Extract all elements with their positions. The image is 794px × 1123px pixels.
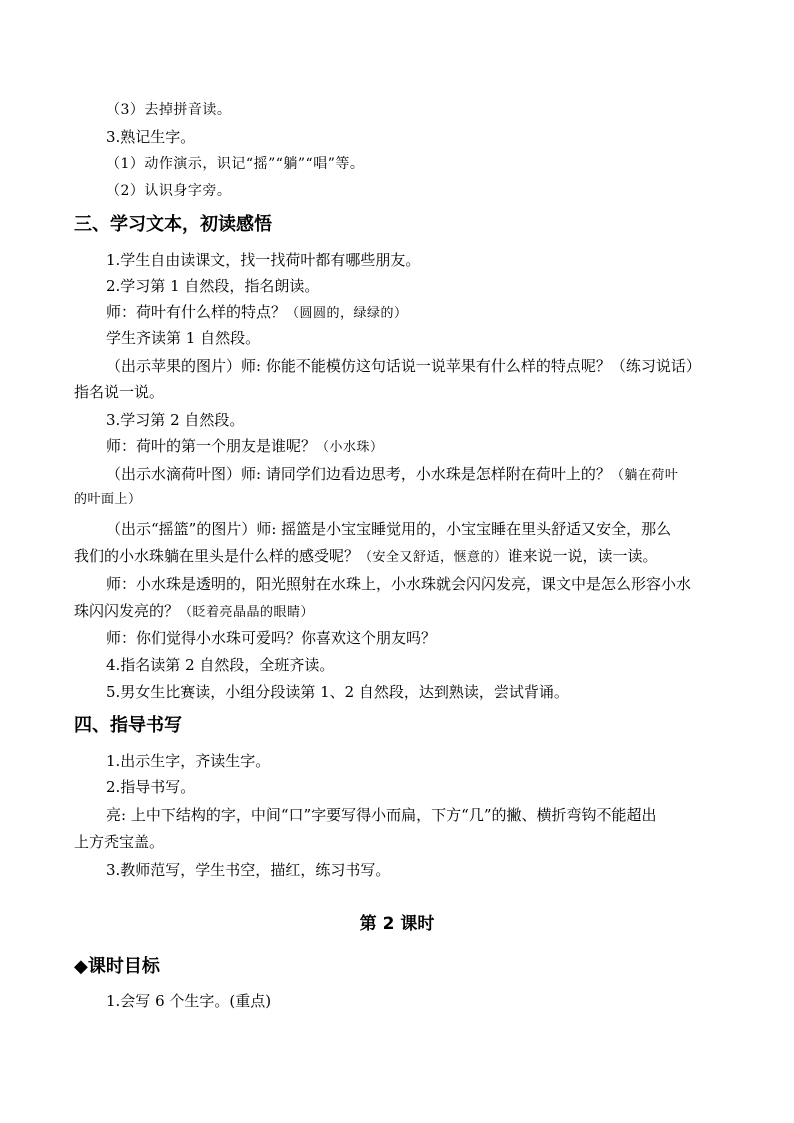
answer-note: （躺在荷叶 bbox=[610, 468, 679, 483]
teacher-question-first-friend bbox=[106, 436, 384, 458]
step-guide-writing: 2.指导书写。 bbox=[106, 778, 196, 796]
answer-note: （圆圆的，绿绿的） bbox=[286, 306, 408, 321]
goal-write-characters: 1.会写 6 个生字。(重点) bbox=[106, 992, 272, 1010]
teacher-question-like-friend: 师：你们觉得小水珠可爱吗？你喜欢这个朋友吗？ bbox=[106, 629, 437, 647]
step-memorize-characters: 3.熟记生字。 bbox=[106, 128, 196, 146]
apple-activity-line2: 指名说一说。 bbox=[74, 383, 165, 401]
teacher-question-lotus-feature bbox=[106, 302, 408, 324]
lesson-goals-heading: ◆课时目标 bbox=[74, 956, 160, 977]
answer-note: （小水珠） bbox=[316, 440, 384, 455]
step-free-reading: 1.学生自由读课文，找一找荷叶都有哪些朋友。 bbox=[106, 251, 421, 269]
activity-text: （出示水滴荷叶图）师: 请同学们边看边思考，小水珠是怎样附在荷叶上的？ bbox=[106, 465, 611, 483]
step-read-paragraph-1: 学生齐读第 1 自然段。 bbox=[106, 329, 261, 347]
section-heading-4: 四、指导书写 bbox=[74, 715, 182, 736]
activity-text-tail: 谁来说一说，读一读。 bbox=[507, 547, 658, 565]
writing-note-line2: 上方秃宝盖。 bbox=[74, 833, 165, 851]
question-text: 师：荷叶的第一个朋友是谁呢？ bbox=[106, 437, 317, 455]
step-remove-pinyin: （3）去掉拼音读。 bbox=[106, 102, 232, 118]
answer-note: （安全又舒适，惬意的） bbox=[359, 550, 508, 565]
activity-text: 我们的小水珠躺在里头是什么样的感受呢？ bbox=[74, 547, 360, 565]
apple-activity-line1: （出示苹果的图片）师: 你能不能模仿这句话说一说苹果有什么样的特点呢？（练习说话） bbox=[106, 357, 701, 375]
substep-action-demo: （1）动作演示，识记“摇”“躺”“唱”等。 bbox=[106, 156, 365, 172]
section-heading-3: 三、学习文本，初读感悟 bbox=[74, 214, 272, 235]
cradle-activity-line1: （出示“摇篮”的图片）师: 摇篮是小宝宝睡觉用的，小宝宝睡在里头舒适又安全，那么 bbox=[106, 520, 672, 538]
step-demonstration: 3.教师范写，学生书空，描红，练习书写。 bbox=[106, 861, 391, 879]
step-reading-contest: 5.男女生比赛读，小组分段读第 1、2 自然段，达到熟读，尝试背诵。 bbox=[106, 683, 569, 701]
water-drop-activity-line1 bbox=[106, 464, 678, 486]
water-drop-activity-line2: 的叶面上） bbox=[74, 492, 142, 507]
step-paragraph-1: 2.学习第 1 自然段，指名朗读。 bbox=[106, 277, 320, 295]
substep-radical: （2）认识身字旁。 bbox=[106, 183, 232, 199]
sparkle-activity-line1: 师：小水珠是透明的，阳光照射在水珠上，小水珠就会闪闪发亮，课文中是怎么形容小水 bbox=[106, 575, 692, 593]
step-show-characters: 1.出示生字，齐读生字。 bbox=[106, 752, 271, 770]
lesson-title: 第 2 课时 bbox=[359, 914, 435, 934]
question-text: 师：荷叶有什么样的特点？ bbox=[106, 303, 287, 321]
step-paragraph-2: 3.学习第 2 自然段。 bbox=[106, 411, 245, 429]
sparkle-activity-line2 bbox=[74, 601, 314, 623]
writing-note-line1: 亮: 上中下结构的字，中间“口”字要写得小而扁，下方“几”的撇、横折弯钩不能超出 bbox=[106, 806, 657, 824]
cradle-activity-line2 bbox=[74, 546, 658, 568]
step-read-paragraph-2: 4.指名读第 2 自然段，全班齐读。 bbox=[106, 656, 335, 674]
answer-note: （眨着亮晶晶的眼睛） bbox=[179, 605, 315, 620]
activity-text: 珠闪闪发亮的？ bbox=[74, 602, 180, 620]
